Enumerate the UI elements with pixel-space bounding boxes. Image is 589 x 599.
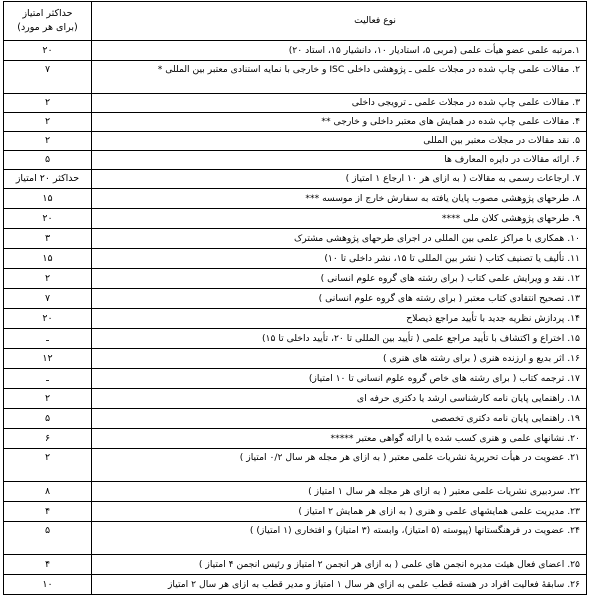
table-row [4,151,587,170]
activity-cell: ۲. مقالات علمی چاپ شده در مجلات علمی ـ پژوهشی داخلی ISC و خارجی با نمایه استنادی معتبر بین المللی * [92,61,587,94]
table-row [4,555,587,575]
activity-cell: ۳. مقالات علمی چاپ شده در مجلات علمی ـ ترویجی داخلی [92,94,587,113]
max-score-cell: ۲۰ [4,41,92,61]
activity-cell: ۶. ارائه مقالات در دایره المعارف ها [92,151,587,170]
table-row [4,209,587,229]
activity-cell: ۴. مقالات علمی چاپ شده در همایش های معتبر داخلی و خارجی ** [92,113,587,132]
header-max-score [4,2,92,41]
max-score-cell: ۵ [4,409,92,429]
table-row [4,41,587,61]
max-score-cell: ۱۲ [4,349,92,369]
max-score-cell: ۳ [4,229,92,249]
table-row [4,132,587,151]
max-score-cell: ۱۰ [4,575,92,595]
activity-cell: ۵. نقد مقالات در مجلات معتبر بین المللی [92,132,587,151]
table-row [4,249,587,269]
max-score-cell: ۲ [4,113,92,132]
max-score-cell: ۷ [4,289,92,309]
table-header-row [4,2,587,41]
activity-cell: ۷. ارجاعات رسمی به مقالات ( به ازای هر ۱۰ ارجاع ۱ امتیاز ) [92,170,587,189]
table-row [4,113,587,132]
max-score-cell: ۲ [4,389,92,409]
activity-cell: ۱۱. تألیف یا تصنیف کتاب ( نشر بین المللی تا ۱۵، نشر داخلی تا ۱۰) [92,249,587,269]
header-max-line1: حداکثر امتیاز [22,8,73,19]
table-row [4,502,587,522]
table-row [4,269,587,289]
activity-cell: ۱۸. راهنمایی پایان نامه کارشناسی ارشد یا دکتری حرفه ای [92,389,587,409]
max-score-cell: ۱۵ [4,189,92,209]
table-row [4,309,587,329]
table-row [4,449,587,482]
max-score-cell: ۲ [4,449,92,482]
table-row [4,369,587,389]
table-body [4,41,587,595]
header-activity-type: نوع فعالیت [92,2,587,41]
max-score-cell: ۲ [4,132,92,151]
activity-cell: ۲۶. سابقهٔ فعالیت افراد در هسته قطب علمی به ازای هر سال ۱ امتیاز و مدیر قطب به ازای هر سال ۲ امتیاز [92,575,587,595]
table-row [4,229,587,249]
table-row [4,389,587,409]
table-row [4,575,587,595]
max-score-cell: ۲ [4,94,92,113]
max-score-cell: ۶ [4,429,92,449]
table-row [4,522,587,555]
max-score-cell: ۸ [4,482,92,502]
max-score-cell: ۲۰ [4,309,92,329]
max-score-cell: ۷ [4,61,92,94]
max-score-cell: ـ [4,369,92,389]
activity-cell: ۲۵. اعضای فعال هیئت مدیره انجمن های علمی ( به ازای هر انجمن ۲ امتیاز و رئیس انجمن ۴ امتیاز ) [92,555,587,575]
activity-cell: ۱۲. نقد و ویرایش علمی کتاب ( برای رشته های گروه علوم انسانی ) [92,269,587,289]
activity-cell: ۹. طرحهای پژوهشی کلان ملی **** [92,209,587,229]
table-row [4,94,587,113]
table-row [4,429,587,449]
max-score-cell: ۲۰ [4,209,92,229]
table-row [4,170,587,189]
max-score-cell: ۴ [4,555,92,575]
table-row [4,409,587,429]
activity-cell: ۱۷. ترجمه کتاب ( برای رشته های خاص گروه علوم انسانی تا ۱۰ امتیاز) [92,369,587,389]
activity-cell: ۱۶. اثر بدیع و ارزنده هنری ( برای رشته های هنری ) [92,349,587,369]
activity-cell: ۲۲. سردبیری نشریات علمی معتبر ( به ازای هر مجله هر سال ۱ امتیاز ) [92,482,587,502]
max-score-cell: حداکثر ۲۰ امتیاز [4,170,92,189]
table-row [4,329,587,349]
max-score-cell: ۱۵ [4,249,92,269]
max-score-cell: ۴ [4,502,92,522]
activity-cell: ۱.مرتبه علمی عضو هیأت علمی (مربی ۵، استادیار ۱۰، دانشیار ۱۵، استاد ۲۰) [92,41,587,61]
table-row [4,189,587,209]
table-row [4,482,587,502]
table-row [4,61,587,94]
activity-cell: ۱۳. تصحیح انتقادی کتاب معتبر ( برای رشته های گروه علوم انسانی ) [92,289,587,309]
max-score-cell: ۲ [4,269,92,289]
activity-score-table [3,1,587,595]
activity-cell: ۲۰. نشانهای علمی و هنری کسب شده یا ارائه گواهی معتبر ***** [92,429,587,449]
header-max-line2: (برای هر مورد) [17,22,78,33]
activity-cell: ۱۰. همکاری با مراکز علمی بین المللی در اجرای طرحهای پژوهشی مشترک [92,229,587,249]
max-score-cell: ۵ [4,151,92,170]
table-row [4,349,587,369]
activity-cell: ۱۵. اختراع و اکتشاف با تأیید مراجع علمی ( تأیید بین المللی تا ۲۰، تأیید داخلی تا ۱۵) [92,329,587,349]
activity-cell: ۲۱. عضویت در هیأت تحریریهٔ نشریات علمی معتبر ( به ازای هر مجله هر سال ۰/۲ امتیاز ) [92,449,587,482]
max-score-cell: ـ [4,329,92,349]
table-row [4,289,587,309]
activity-cell: ۱۴. پردازش نظریه جدید با تأیید مراجع ذیصلاح [92,309,587,329]
activity-cell: ۱۹. راهنمایی پایان نامه دکتری تخصصی [92,409,587,429]
activity-cell: ۲۳. مدیریت علمی همایشهای علمی و هنری ( به ازای هر همایش ۲ امتیاز ) [92,502,587,522]
activity-cell: ۲۴. عضویت در فرهنگستانها (پیوسته (۵ امتیاز)، وابسته (۳ امتیاز) و افتخاری (۱ امتیاز) ) [92,522,587,555]
activity-cell: ۸. طرحهای پژوهشی مصوب پایان یافته به سفارش خارج از موسسه *** [92,189,587,209]
max-score-cell: ۵ [4,522,92,555]
